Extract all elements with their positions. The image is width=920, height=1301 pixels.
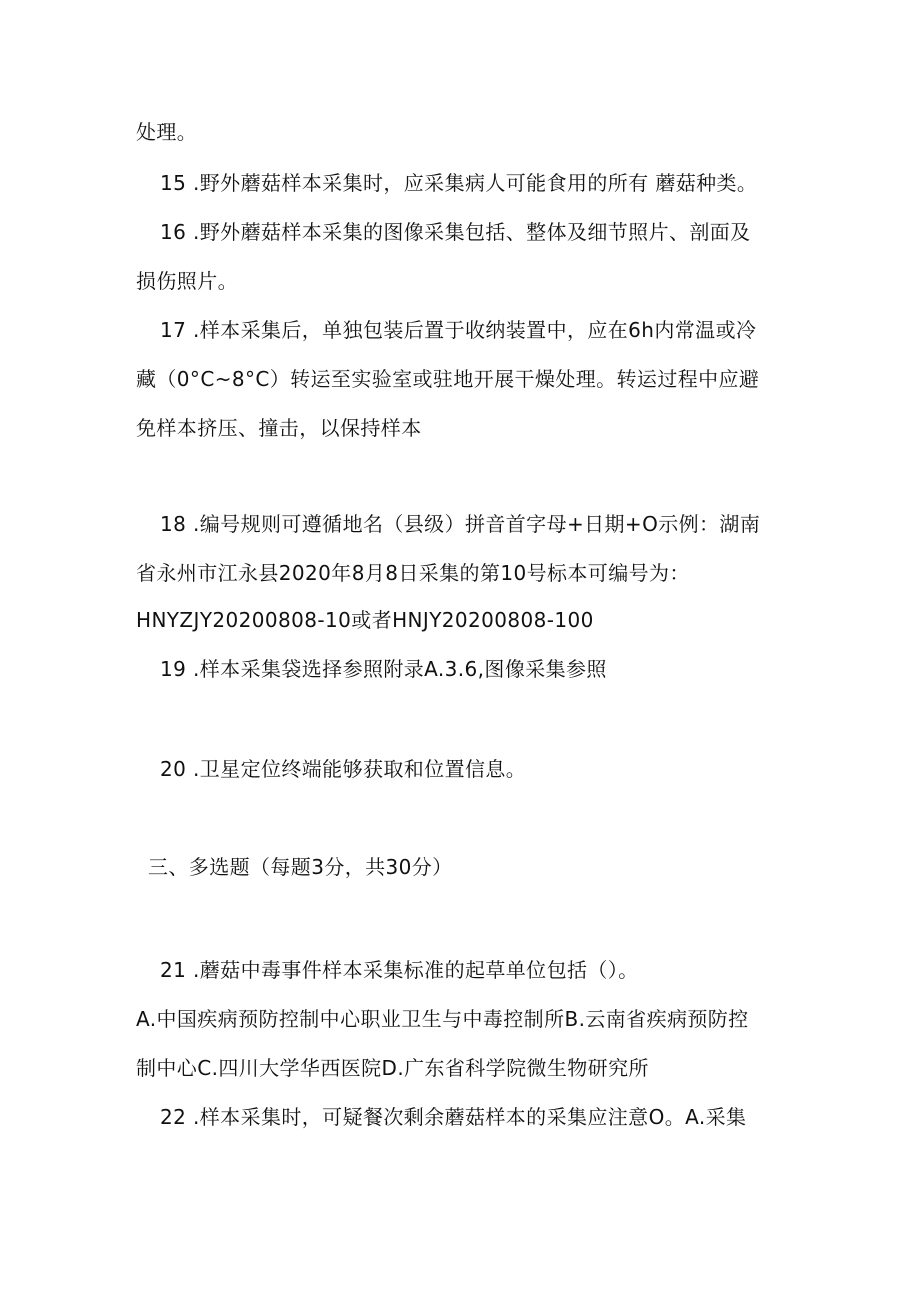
item-17-cont-2: 免样本挤压、撞击，以保持样本 <box>136 416 422 440</box>
item-15: 15 .野外蘑菇样本采集时，应采集病人可能食用的所有 蘑菇种类。 <box>160 171 758 195</box>
item-16-cont: 损伤照片。 <box>136 269 238 293</box>
item-16: 16 .野外蘑菇样本采集的图像采集包括、整体及细节照片、剖面及 <box>160 220 751 244</box>
item-18-cont-1: 省永州市江永县2020年8月8日采集的第10号标本可编号为： <box>136 561 690 585</box>
item-19: 19 .样本采集袋选择参照附录A.3.6,图像采集参照 <box>160 657 607 681</box>
section-heading-multi-choice: 三、多选题（每题3分，共30分） <box>148 855 453 879</box>
item-18: 18 .编号规则可遵循地名（县级）拼音首字母+日期+O示例：湖南 <box>160 512 761 536</box>
item-17: 17 .样本采集后，单独包装后置于收纳装置中，应在6h内常温或冷 <box>160 318 757 342</box>
item-18-cont-2: HNYZJY20200808-10或者HNJY20200808-100 <box>136 608 594 632</box>
item-21: 21 .蘑菇中毒事件样本采集标准的起草单位包括（）。 <box>160 958 639 982</box>
item-20: 20 .卫星定位终端能够获取和位置信息。 <box>160 757 527 781</box>
item-17-cont-1: 藏（0°C~8°C）转运至实验室或驻地开展干燥处理。转运过程中应避 <box>136 367 760 391</box>
item-22: 22 .样本采集时，可疑餐次剩余蘑菇样本的采集应注意O。A.采集 <box>160 1105 747 1129</box>
item-21-options-1: A.中国疾病预防控制中心职业卫生与中毒控制所B.云南省疾病预防控 <box>136 1007 749 1031</box>
text-line-1: 处理。 <box>136 120 198 144</box>
item-21-options-2: 制中心C.四川大学华西医院D.广东省科学院微生物研究所 <box>136 1056 649 1080</box>
